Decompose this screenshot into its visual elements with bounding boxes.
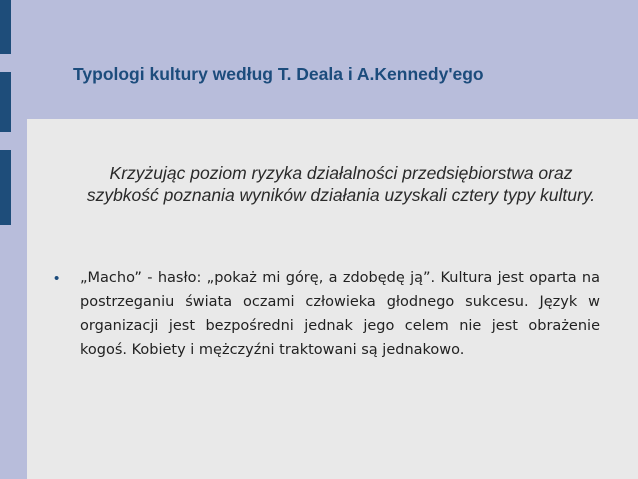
decorative-bar-top bbox=[0, 0, 11, 54]
intro-text: Krzyżując poziom ryzyka działalności przedsiębiorstwa oraz szybkość poznania wyników działania uzyskali cztery typy kultury. bbox=[86, 163, 596, 205]
bullet-marker: • bbox=[54, 270, 60, 287]
decorative-bar-bottom bbox=[0, 150, 11, 225]
slide-title: Typologi kultury według T. Deala i A.Kennedy'ego bbox=[73, 64, 484, 84]
bullet-text: „Macho” - hasło: „pokaż mi górę, a zdobędę ją”. Kultura jest oparta na postrzeganiu świata oczami człowieka głodnego sukcesu. Język w organizacji jest bezpośredni jednak jego celem nie jest obrażenie kogoś. Kobiety i mężczyźni traktowani są jednakowo. bbox=[80, 270, 600, 358]
decorative-bar-middle bbox=[0, 72, 11, 132]
